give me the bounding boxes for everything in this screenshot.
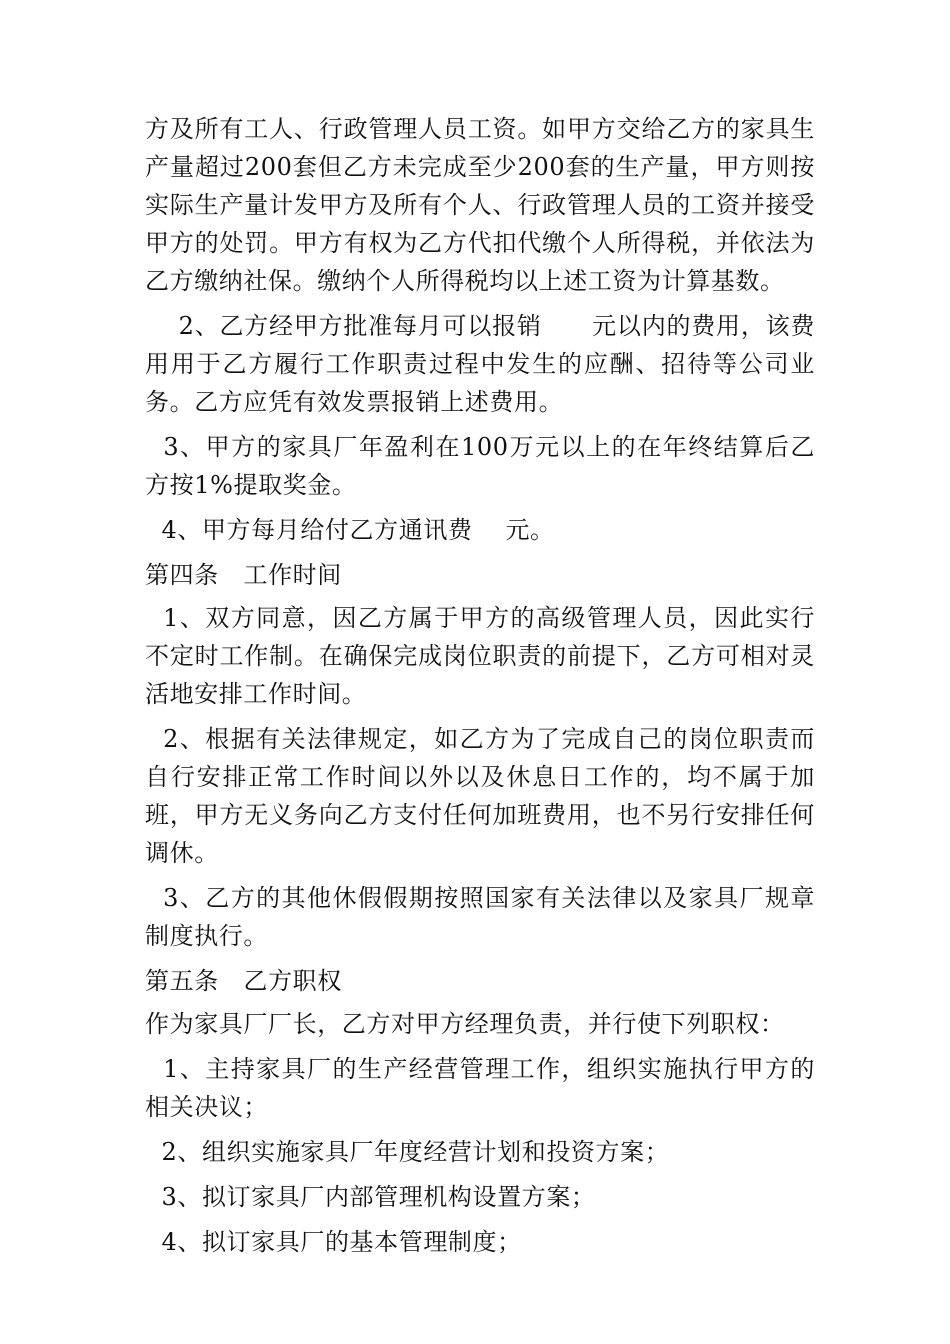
paragraph-communication-fee: 4、甲方每月给付乙方通讯费 元。	[145, 516, 555, 544]
paragraph-powers-intro: 作为家具厂厂长，乙方对甲方经理负责，并行使下列职权：	[145, 1010, 785, 1038]
document-body	[145, 110, 815, 1268]
section-heading-article-5: 第五条 乙方职权	[145, 967, 342, 995]
paragraph-power-3: 3、拟订家具厂内部管理机构设置方案；	[145, 1183, 596, 1211]
paragraph-power-2: 2、组织实施家具厂年度经营计划和投资方案；	[145, 1138, 670, 1166]
paragraph-bonus: 3、甲方的家具厂年盈利在100万元以上的在年终结算后乙方按1%提取奖金。	[145, 433, 815, 499]
paragraph-leave: 3、乙方的其他休假假期按照国家有关法律以及家具厂规章制度执行。	[145, 884, 815, 950]
paragraph-salary-continued: 方及所有工人、行政管理人员工资。如甲方交给乙方的家具生产量超过200套但乙方未完成至少200套的生产量，甲方则按实际生产量计发甲方及所有个人、行政管理人员的工资并接受甲方的处罚。甲方有权为乙方代扣代缴个人所得税，并依法为乙方缴纳社保。缴纳个人所得税均以上述工资为计算基数。	[145, 115, 815, 295]
paragraph-expense-reimbursement: 2、乙方经甲方批准每月可以报销 元以内的费用，该费用用于乙方履行工作职责过程中发生的应酬、招待等公司业务。乙方应凭有效发票报销上述费用。	[145, 312, 815, 416]
paragraph-power-1: 1、主持家具厂的生产经营管理工作，组织实施执行甲方的相关决议；	[145, 1055, 815, 1121]
section-heading-article-4: 第四条 工作时间	[145, 561, 342, 589]
paragraph-no-overtime: 2、根据有关法律规定，如乙方为了完成自己的岗位职责而自行安排正常工作时间以外以及休息日工作的，均不属于加班，甲方无义务向乙方支付任何加班费用，也不另行安排任何调休。	[145, 725, 815, 867]
paragraph-power-4: 4、拟订家具厂的基本管理制度；	[145, 1228, 522, 1256]
paragraph-flexible-hours: 1、双方同意，因乙方属于甲方的高级管理人员，因此实行不定时工作制。在确保完成岗位职责的前提下，乙方可相对灵活地安排工作时间。	[145, 604, 815, 708]
